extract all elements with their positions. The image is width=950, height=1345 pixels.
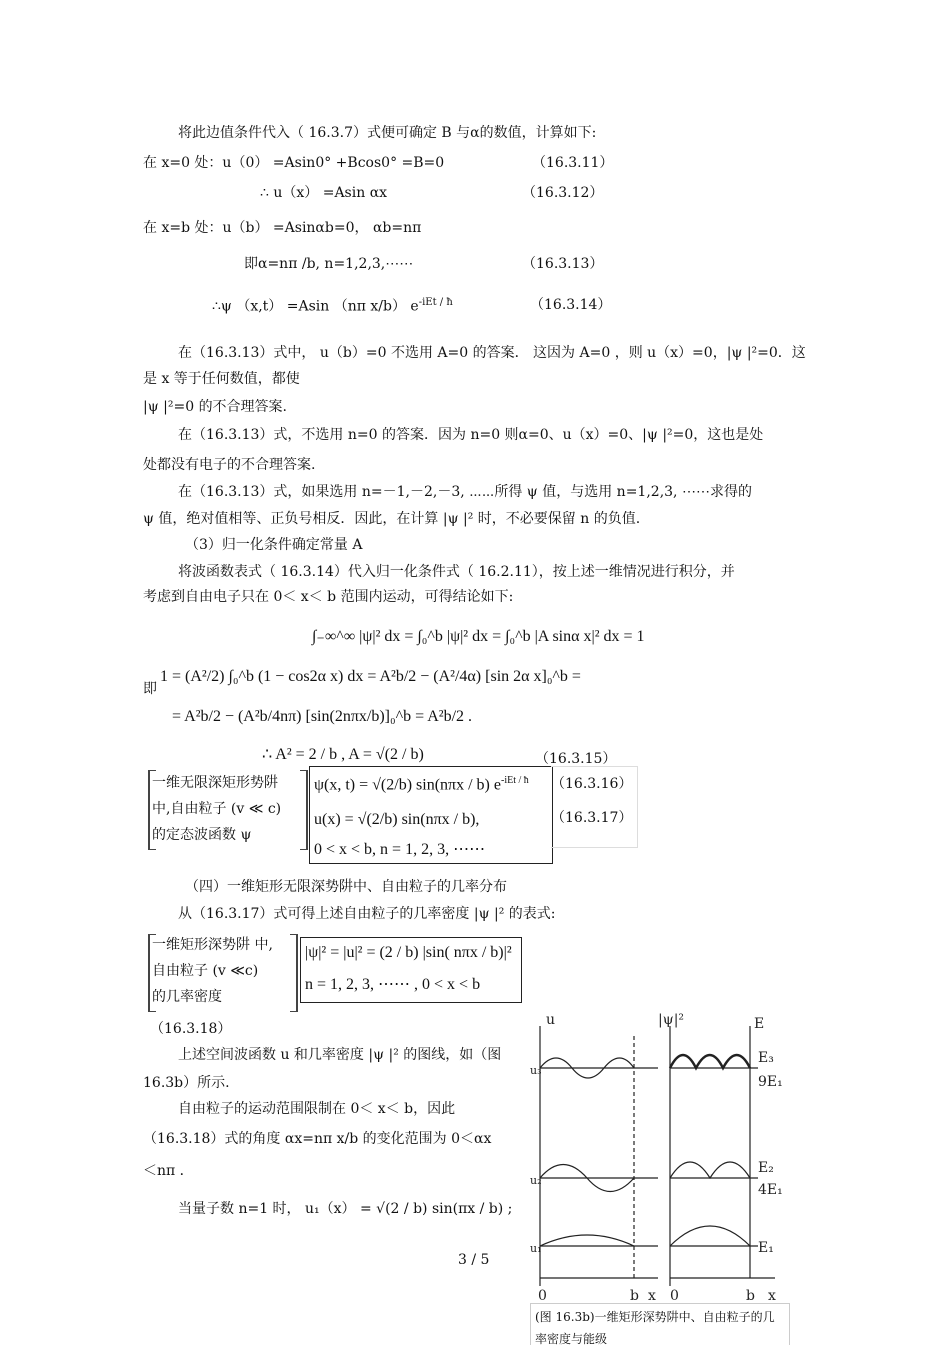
text-line: （3）归一化条件确定常量 A	[185, 537, 363, 553]
number-box	[551, 766, 638, 848]
equation-number: （16.3.13）	[522, 256, 604, 272]
page-number: 3 / 5	[458, 1252, 490, 1268]
text-line: 在 x=b 处：u（b） =Asinαb=0， αb=nπ	[143, 220, 422, 236]
probability-density-equation: |ψ|² = |u|² = (2 / b) |sin( nπx / b)|²	[305, 944, 512, 961]
u-label: u₂	[530, 1174, 542, 1187]
text-line: 是 x 等于任何数值，都使	[143, 371, 300, 387]
text-line: ψ 值，绝对值相等、正负号相反．因此，在计算 |ψ |² 时，不必要保留 n 的负值.	[143, 511, 641, 527]
x-tick-label: 0	[538, 1288, 547, 1304]
text-line: （16.3.18）式的角度 αx=nπ x/b 的变化范围为 0＜αx	[143, 1131, 492, 1147]
spatial-wavefunction: u(x) = √(2/b) sin(nπx / b),	[314, 811, 480, 828]
text-line: 自由粒子的运动范围限制在 0＜ x＜ b，因此	[178, 1101, 456, 1117]
right-bracket	[300, 770, 308, 850]
exponent: -iEt / ħ	[500, 775, 529, 786]
energy-label: E₂	[758, 1160, 774, 1176]
text-line: 当量子数 n=1 时， u₁（x） = √(2 / b) sin(πx / b) ;	[178, 1201, 513, 1217]
text-line: 从（16.3.17）式可得上述自由粒子的几率密度 |ψ |² 的表式:	[178, 906, 556, 922]
text-line	[212, 294, 453, 316]
integral-equation: 1 = (A²/2) ∫₀^b (1 − cos2α x) dx = A²b/2 − (A²/4α) [sin 2α x]₀^b =	[160, 668, 581, 685]
text-line: 将此边值条件代入（ 16.3.7）式便可确定 B 与α的数值，计算如下:	[178, 125, 597, 141]
x-tick-label: b	[746, 1288, 755, 1304]
u-label: u₃	[530, 1064, 542, 1077]
normalization-equation: ∫₋∞^∞ |ψ|² dx = ∫₀^b |ψ|² dx = ∫₀^b |A sinα x|² dx = 1	[312, 628, 645, 645]
x-tick-label: x	[768, 1288, 776, 1304]
amplitude-equation: ∴ A² = 2 / b , A = √(2 / b)	[262, 746, 424, 763]
text-line: ＜nπ ．	[143, 1163, 194, 1179]
formula-text: ∴ψ （x,t） =Asin （nπ x/b） e	[212, 298, 419, 315]
equation-number: （16.3.16）	[551, 776, 633, 792]
text-line: |ψ |²=0 的不合理答案.	[143, 399, 288, 415]
side-label-line: 一维矩形深势阱 中,	[152, 937, 273, 953]
u-label: u₁	[530, 1242, 542, 1255]
side-label-line: 的定态波函数 ψ	[152, 827, 252, 843]
section-heading: （四）一维矩形无限深势阱中、自由粒子的几率分布	[185, 879, 507, 895]
equation-number: （16.3.15）	[535, 751, 617, 767]
equation-number: （16.3.17）	[551, 810, 633, 826]
equation-number: （16.3.11）	[532, 155, 614, 171]
text-line: 处都没有电子的不合理答案.	[143, 457, 316, 473]
range-condition: n = 1, 2, 3, ⋯⋯ , 0 < x < b	[305, 976, 481, 993]
wavefunction-equation	[314, 775, 529, 794]
text-line: 在（16.3.13）式，如果选用 n=－1,－2,－3, ⋯⋯所得 ψ 值，与选用 n=1,2,3, ⋯⋯求得的	[178, 484, 752, 500]
axis-label: E	[754, 1016, 765, 1032]
text-line: 在 x=0 处：u（0） =Asin0° +Bcos0° =B=0	[143, 155, 445, 171]
exponent: -iEt / ħ	[418, 297, 453, 308]
text-line: 在（16.3.13）式，不选用 n=0 的答案．因为 n=0 则α=0、u（x）=0、|ψ |²=0，这也是处	[178, 427, 764, 443]
psi3-density-curve	[670, 1055, 750, 1068]
right-bracket	[290, 934, 298, 1012]
psi2-density-curve	[670, 1162, 750, 1178]
side-label-line: 中,自由粒子 (v ≪ c)	[152, 801, 282, 817]
energy-label: E₁	[758, 1240, 774, 1256]
integral-equation: = A²b/2 − (A²b/4nπ) [sin(2nπx/b)]₀^b = A²b/2 .	[172, 708, 473, 725]
equation-number: （16.3.14）	[530, 297, 612, 313]
text-line: ∴ u（x） =Asin αx	[260, 185, 388, 201]
text-line: 即α=nπ /b, n=1,2,3,⋯⋯	[244, 256, 414, 272]
energy-label: E₃	[758, 1050, 774, 1066]
side-label-line: 一维无限深矩形势阱	[152, 775, 278, 791]
equation-number: （16.3.12）	[522, 185, 604, 201]
text-line: 将波函数表式（ 16.3.14）代入归一化条件式（ 16.2.11），按上述一维情况进行积分，并	[178, 564, 735, 580]
side-label	[152, 770, 281, 848]
equation-number: （16.3.18）	[150, 1021, 232, 1037]
axis-label: |ψ|²	[658, 1012, 685, 1028]
probability-density-box	[300, 937, 522, 1003]
text-line: 考虑到自由电子只在 0＜ x＜ b 范围内运动，可得结论如下:	[143, 589, 514, 605]
side-label-line: 自由粒子 (v ≪c)	[152, 963, 259, 979]
range-condition: 0 < x < b, n = 1, 2, 3, ⋯⋯	[314, 841, 486, 858]
x-tick-label: x	[648, 1288, 656, 1304]
psi1-density-curve	[670, 1226, 750, 1246]
u1-curve	[540, 1235, 634, 1246]
wavefunction-figure	[530, 1006, 790, 1306]
figure-caption: (图 16.3b)一维矩形深势阱中、自由粒子的几率密度与能级	[530, 1303, 790, 1345]
wavefunction-box	[309, 766, 553, 864]
text-line: 上述空间波函数 u 和几率密度 |ψ |² 的图线，如（图	[178, 1047, 502, 1063]
text-line: 即	[143, 681, 157, 697]
formula-text: ψ(x, t) = √(2/b) sin(nπx / b) e	[314, 776, 501, 794]
x-tick-label: b	[630, 1288, 639, 1304]
axis-label: u	[546, 1012, 556, 1028]
side-label-line: 的几率密度	[152, 989, 222, 1005]
energy-label: 9E₁	[758, 1074, 783, 1090]
text-line: 16.3b）所示.	[143, 1075, 230, 1091]
energy-label: 4E₁	[758, 1182, 783, 1198]
side-label	[152, 932, 273, 1010]
x-tick-label: 0	[670, 1288, 679, 1304]
text-line: 在（16.3.13）式中， u（b）=0 不选用 A=0 的答案． 这因为 A=0 ，则 u（x）=0，|ψ |²=0．这	[178, 345, 806, 361]
